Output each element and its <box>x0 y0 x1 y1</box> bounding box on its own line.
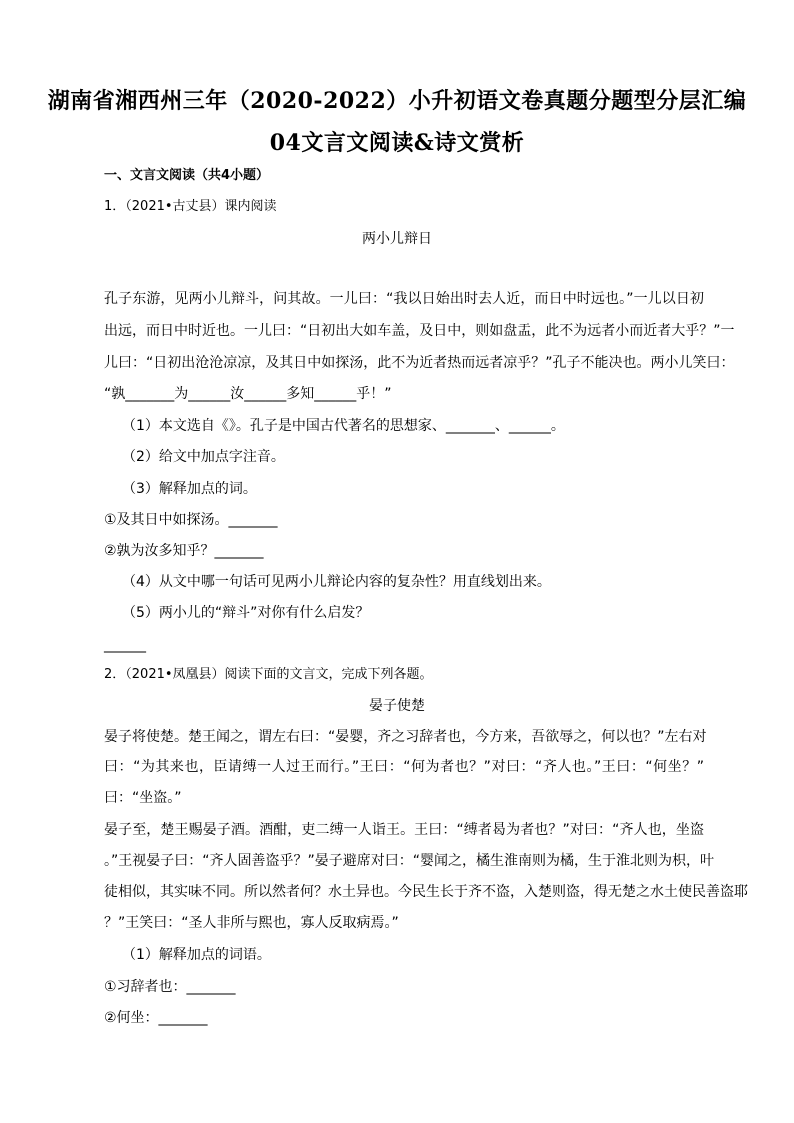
passage-2-line: 。”王视晏子曰：“齐人固善盗乎？”晏子避席对曰：“婴闻之，橘生淮南则为橘，生于淮北则为枳，叶 <box>104 853 715 869</box>
document-subtitle: 04文言文阅读&诗文赏析 <box>269 130 525 156</box>
passage-1-line: 孔子东游，见两小儿辩斗，问其故。一儿曰：“我以日始出时去人近，而日中时远也。”一儿以日初 <box>104 291 704 307</box>
question-1-sub-4: （4）从文中哪一句话可见两小儿辩论内容的复杂性？用直线划出来。 <box>122 574 551 590</box>
question-1-sub-5: （5）两小儿的“辩斗”对你有什么启发？ <box>122 605 370 621</box>
question-1-sub-3a: ①及其日中如探汤。_______ <box>104 512 278 528</box>
passage-title-1: 两小儿辩日 <box>362 231 432 247</box>
question-2-source: 2．（2021•凤凰县）阅读下面的文言文，完成下列各题。 <box>104 667 433 682</box>
passage-1-line: “孰_______为______汝______多知______乎！” <box>104 386 392 402</box>
passage-2-line: 曰：“为其来也，臣请缚一人过王而行。”王曰：“何为者也？”对曰：“齐人也。”王曰：“何坐？” <box>104 759 704 775</box>
question-2-sub-1: （1）解释加点的词语。 <box>122 947 271 963</box>
question-2-sub-1b: ②何坐：_______ <box>104 1010 208 1026</box>
question-2-sub-1a: ①习辞者也：_______ <box>104 979 236 995</box>
passage-2-line: 晏子至，楚王赐晏子酒。酒酣，吏二缚一人诣王。王曰：“缚者曷为者也？”对曰：“齐人也，坐盗 <box>104 822 704 838</box>
passage-title-2: 晏子使楚 <box>369 698 425 714</box>
question-1-sub-3b: ②孰为汝多知乎？_______ <box>104 543 264 559</box>
question-1-sub-2: （2）给文中加点字注音。 <box>122 449 285 465</box>
answer-blank: ______ <box>104 637 146 653</box>
passage-1-line: 出远，而日中时近也。一儿曰：“日初出大如车盖，及日中，则如盘盂，此不为远者小而近者大乎？”一 <box>104 323 735 339</box>
passage-2-line: 曰：“坐盗。” <box>104 790 182 806</box>
question-1-sub-1: （1）本文选自《》。孔子是中国古代著名的思想家、_______、______。 <box>122 418 565 434</box>
passage-1-line: 儿曰：“日初出沧沧凉凉，及其日中如探汤，此不为近者热而远者凉乎？”孔子不能决也。两小儿笑曰： <box>104 355 735 371</box>
question-1-source: 1．（2021•古丈县）课内阅读 <box>104 199 277 214</box>
passage-2-line: ？”王笑曰：“圣人非所与熙也，寡人反取病焉。” <box>104 915 399 931</box>
document-title: 湖南省湘西州三年（2020-2022）小升初语文卷真题分题型分层汇编 <box>47 88 747 114</box>
passage-2-line: 晏子将使楚。楚王闻之，谓左右曰：“晏婴，齐之习辞者也，今方来，吾欲辱之，何以也？”左右对 <box>104 729 707 745</box>
section-heading: 一、文言文阅读（共4小题） <box>104 168 270 183</box>
passage-2-line: 徒相似，其实味不同。所以然者何？水土异也。今民生长于齐不盗，入楚则盗，得无楚之水土使民善盗耶 <box>104 884 748 900</box>
question-1-sub-3: （3）解释加点的词。 <box>122 481 257 497</box>
